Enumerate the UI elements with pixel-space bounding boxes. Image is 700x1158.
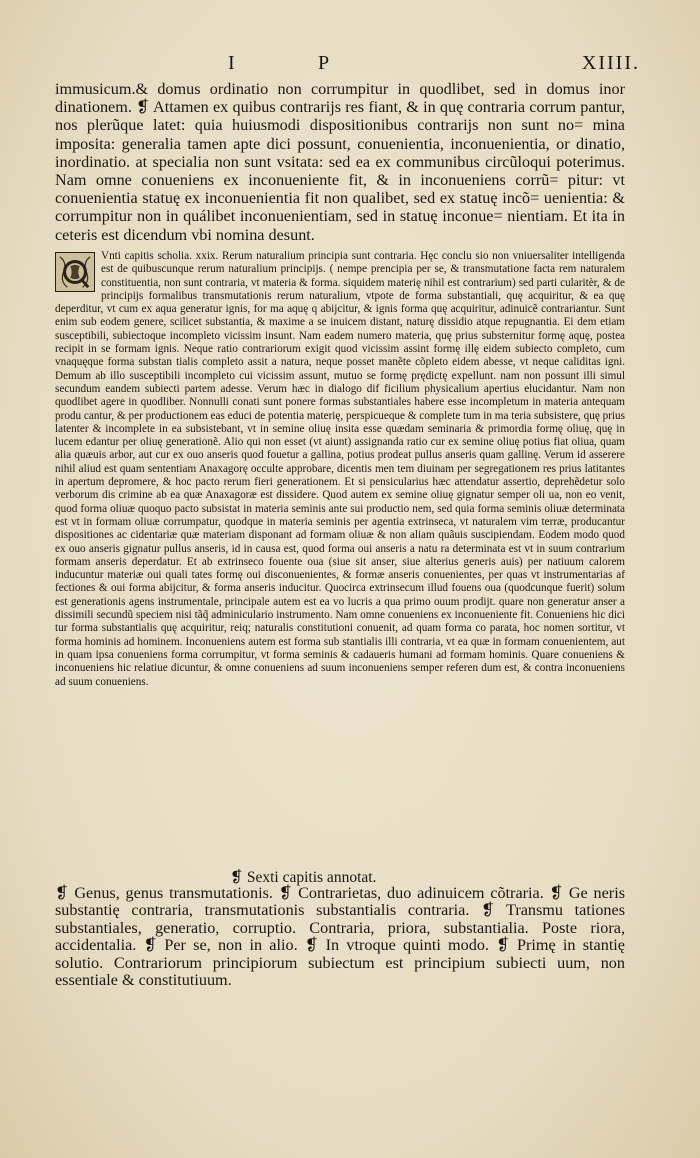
commentary-body: xxix. Rerum naturalium principia sunt contraria. Hęc conclu sio non vniuersaliter intelligenda est de quibuscunque rerum naturalium principijs. ( nempe prencipia per se, & transmutatione facta rem naturalem constituentia, non sunt contraria, vt materia & forma. siquidem materię nihil est contrarium) sed parti cularitèr, & de principijs formalibus transmutationis rerum naturalium, vtpote de forma substantiali, quę acquiritur, & ea quę deperditur, vt cum ex aqua generatur ignis, for ma aquę q abijcitur, & ignis forma quę acquiritur, adinuicẽ contrariantur. Sunt enim sub eodem genere, scilicet substantia, & maxime a se inuicem distant, naturę dissidio atque repugnantia. Ei dem etiam susceptibili, subiectoque incompleto vicissim insunt. Nam eadem numero materia, quę prius substernitur formę aquę, postea recipit in se formam ignis. Neque ratio contrariorum exigit quod vicissim assint formę illę eidem subiecto completo, cum vnaquęque forma substan tialis completo assit a natura, neque posset manẽte cõpleto eidem abesse, vt neque caliditas igni. Demum ab illo susceptibili incompleto cui vicissim assunt, mutuo se formę prędictę expellunt. nam non possunt illi simul secundum eandem subiecti partem adesse. Verum hæc in dialogo dif ficilium physicalium apertius elucidantur. Nam non quodlibet agere in quodliber. Nonnulli conati sunt ponere formas substantiales habere esse incompletum in materia antequam produ cantur, & per productionem eas educi de potentia materię, perspicueque & complete tum in ma teria subsistere, quę prius latenter & incomplete in ea subsistebant, vt in semine oliuę insita esse quædam seminaria & primordia formę oliuę, quę in lucem edantur per oliuę generationẽ. Alio qui non esset (vt aiunt) assignanda ratio cur ex semine oliuę potius fiat oliua, quam alia quæuis arbor, aut cur ex ouo anseris quod fouetur a gallina, potius prodeat pullus anseris quam gallinę. Verum id asserere nihil aliud est quam sententiam Anaxagorę occulte approbare, dicentis men tem diuinam per segregationem res prius latitantes in apertum depromere, & hoc pacto rerum fieri generationem. Et si pensicularius hæc attendatur assertio, deprehẽdetur solo verborum dis crimine ab ea quæ Anaxagoræ est dissidere. Quod autem ex semine oliuę gignatur semper oli ua, non eo venit, quod forma oliuæ quoquo pacto subsistat in materia seminis ante sui productio nem, sed quia forma seminis oliuæ determinata est vt in formam oliuæ corrumpatur, quodque in materia seminis per agentia extrinseca, vt naturalem vim terræ, producantur dispositiones ac cidentariæ quæ materiam disponant ad formam oliuæ & non aliam quãuis suscipiendam. Eodem modo quod ex ouo anseris gignatur pullus anseris, id in causa est, quod forma oui anseris a natu ra determinata est vt in suum contrarium formam anseris deperdatur. Et ab extrinseco fouente oua (siue sit anser, siue alterius generis auis) per natiuum calorem inducuntur materiæ oui quali tates formę oui disconuenientes, & formæ anseris conuenientes, per quas vt instrumentarias af fectiones & oui forma abijcitur, & forma anseris inducitur. Quocirca extrinsecum illud fouens oua (quodcunque fuerit) solum est generationis agens instrumentale, principale autem est ea vo lucris a qua primo ouum prodijt. quare non generatur anser a dissimili secundũ speciem nisi tãq̃ adminiculario instrumento. Nam omne conueniens ex inconueniente fit. Conueniens hic dici tur forma substantialis quę acquiritur, reiq; naturalis constitutioni conuenit, ad quam forma co parata, hoc nomen sortitur, vt forma hominis ad hominem. Inconueniens autem est forma sub stantialis illi contraria, vt ea quæ in formam conuenientem, aut in quam ipsa conueniens forma corrumpitur, vt forma seminis & cadaueris humani ad formam hominis. Quare conueniens & inconueniens hic relatiue dicuntur, & omne conueniens ad suum inconueniens semper referen dum est, & contra inconueniens ad suum conueniens. <box>55 250 625 688</box>
initial-letter <box>56 253 94 291</box>
annotations-title: ❡ Sexti capitis annotat. <box>230 869 377 886</box>
annotations-text: ❡ Genus, genus transmutationis. ❡ Contrarietas, duo adinuicem cõtraria. ❡ Ge neris substantię contraria, transmutationis substantialis contraria. ❡ Transmu tationes substantiales, generatio, corruptio. Contraria, priora, substantialia. Poste riora, accidentalia. ❡ Per se, non in alio. ❡ In vtroque quinti modo. ❡ Primę in stantię solutio. Contrariorum principiorum subiectum est principium subiecti uum, non essentiale & constitutiuum. <box>55 884 625 990</box>
commentary-text <box>55 250 625 689</box>
folio-number: XIIII. <box>581 52 640 74</box>
running-head-middle: P <box>318 52 332 74</box>
running-head-left: I <box>228 52 237 74</box>
commentary-title: Vnti capitis scholia. <box>101 250 192 262</box>
decorated-initial-icon <box>55 252 95 292</box>
main-text-block <box>55 80 625 244</box>
running-head <box>50 52 640 78</box>
annotations-block <box>55 885 625 989</box>
commentary-block <box>55 250 625 689</box>
main-text: immusicum.& domus ordinatio non corrumpitur in quodlibet, sed in domus inor dinationem. ❡ Attamen ex quibus contrarijs res fiant, & in quę contraria corrum pantur, nos plerũque latet: quia huiusmodi dispositionibus contrarijs non sunt no= mina imposita: generalia tamen apte dici possunt, conuenientia, inconuenientia, or dinatio, inordinatio. at specialia non sunt vsitata: sed ea ex communibus circũloqui poterimus. Nam omne conueniens ex inconueniente fit, & in inconueniens corrũ= pitur: vt conuenientia statuę ex inconuenientia fit non qualibet, sed ex statuę incõ= uenientia: & corrumpitur non in quálibet inconuenientiam, sed in statuę inconue= nientiam. Et ita in ceteris est dicendum vbi nomina desunt. <box>55 80 625 244</box>
